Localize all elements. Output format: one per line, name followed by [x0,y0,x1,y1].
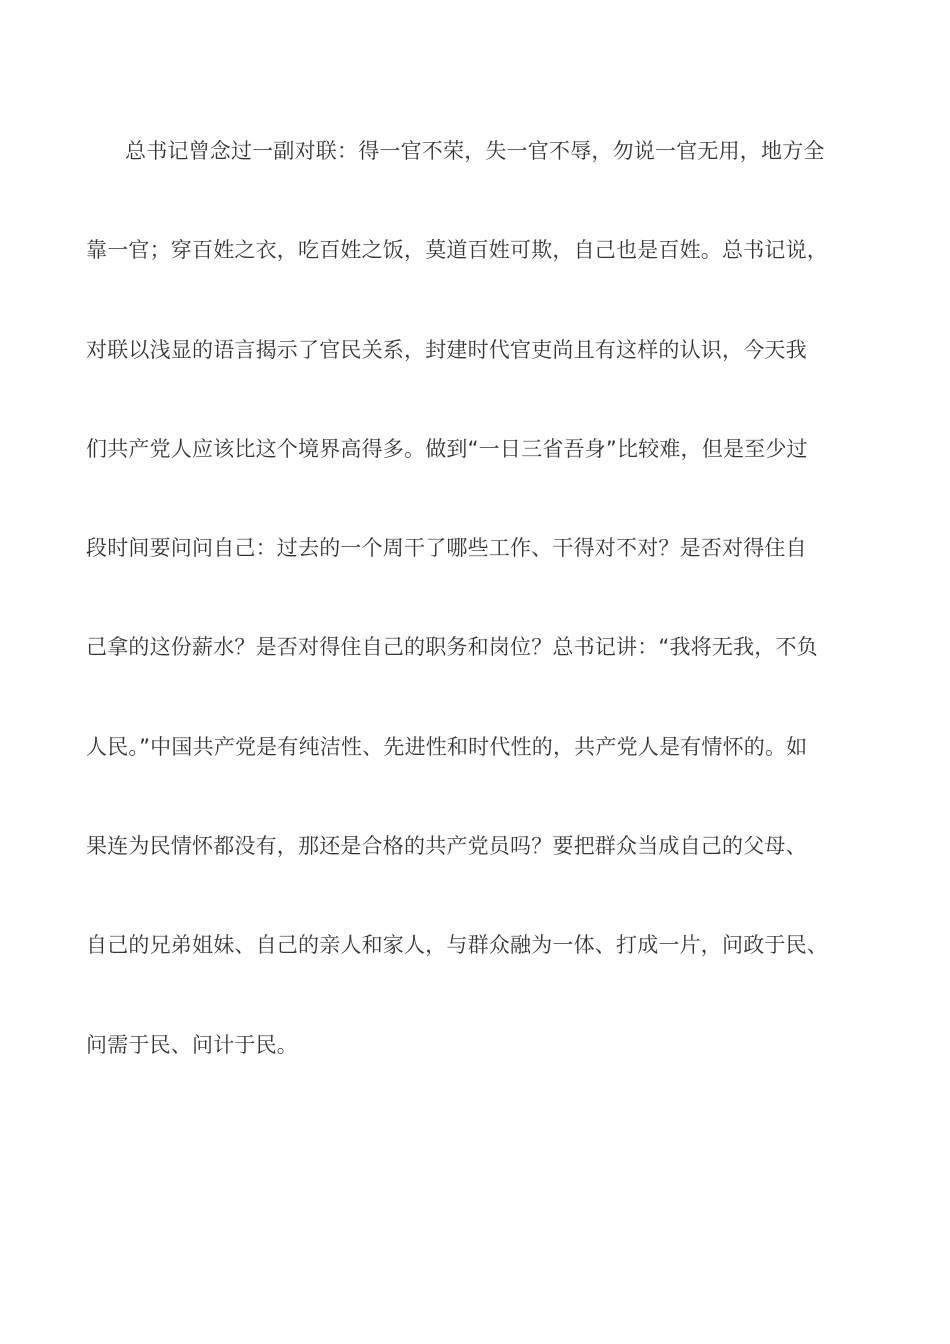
paragraph-line: 果连为民情怀都没有，那还是合格的共产党员吗？要把群众当成自己的父母、 [86,834,807,859]
paragraph-line: 己拿的这份薪水？是否对得住自己的职务和岗位？总书记讲：“我将无我，不负 [86,635,818,660]
paragraph-line: 人民。”中国共产党是有纯洁性、先进性和时代性的，共产党人是有情怀的。如 [86,734,808,759]
paragraph-line: 问需于民、问计于民。 [86,1032,298,1057]
paragraph-line: 靠一官；穿百姓之衣，吃百姓之饭，莫道百姓可欺，自己也是百姓。总书记说， [86,238,828,263]
paragraph-line: 对联以浅显的语言揭示了官民关系，封建时代官吏尚且有这样的认识，今天我 [86,337,807,362]
paragraph-line: 段时间要问问自己：过去的一个周干了哪些工作、干得对不对？是否对得住自 [86,536,807,561]
paragraph-line: 们共产党人应该比这个境界高得多。做到“一日三省吾身”比较难，但是至少过 [86,436,808,461]
body-paragraph [86,129,886,1122]
paragraph-line: 自己的兄弟姐妹、自己的亲人和家人，与群众融为一体、打成一片，问政于民、 [86,933,828,958]
paragraph-line: 总书记曾念过一副对联：得一官不荣，失一官不辱，勿说一官无用，地方全 [125,139,825,163]
